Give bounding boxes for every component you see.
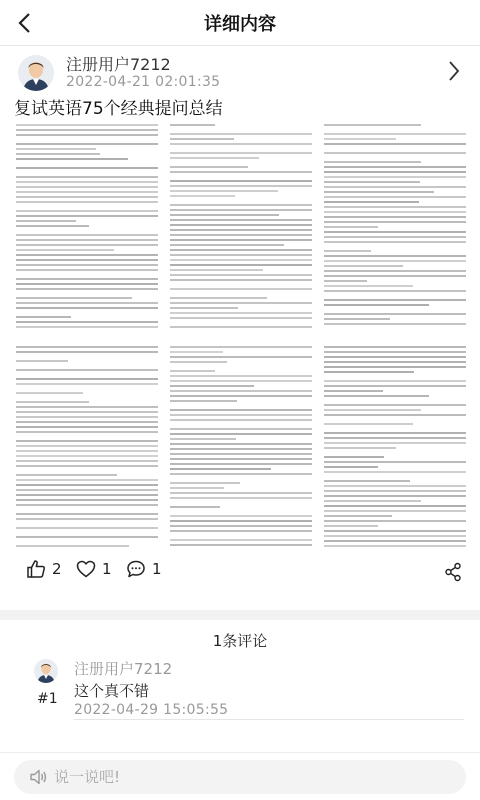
- document-page: [168, 342, 314, 554]
- comment-divider: [74, 719, 464, 720]
- favorite-count: 1: [102, 560, 112, 578]
- like-count: 2: [52, 560, 62, 578]
- share-icon[interactable]: [444, 562, 462, 582]
- author-row[interactable]: [0, 50, 480, 96]
- comment-floor: #1: [37, 691, 58, 707]
- author-name[interactable]: 注册用户7212: [66, 55, 171, 74]
- comment-time: 2022-04-29 15:05:55: [74, 702, 229, 718]
- avatar[interactable]: [18, 55, 54, 91]
- action-bar: [0, 553, 480, 593]
- document-page: [322, 120, 468, 332]
- comment-composer-bar: [0, 752, 480, 800]
- comment-bubble-icon: [126, 559, 146, 579]
- comment-item: [0, 655, 480, 725]
- document-page: [168, 120, 314, 332]
- comment-button[interactable]: [126, 559, 162, 579]
- page-title: 详细内容: [204, 14, 276, 35]
- comment-input-pill[interactable]: [14, 760, 466, 794]
- document-pages-image[interactable]: [14, 120, 468, 554]
- top-bar: [0, 0, 480, 46]
- post-time: 2022-04-21 02:01:35: [66, 74, 221, 90]
- comments-count-label: 1条评论: [212, 632, 268, 650]
- section-divider: [0, 610, 480, 620]
- thumbs-up-icon: [26, 559, 46, 579]
- document-page: [14, 120, 160, 332]
- document-page: [14, 342, 160, 554]
- heart-icon: [76, 559, 96, 579]
- commenter-name[interactable]: 注册用户7212: [74, 660, 173, 678]
- comment-count: 1: [152, 560, 162, 578]
- favorite-button[interactable]: [76, 559, 112, 579]
- commenter-avatar[interactable]: [34, 659, 58, 683]
- comment-text: 这个真不错: [74, 682, 150, 700]
- chevron-right-icon[interactable]: [448, 60, 460, 82]
- post-title: 复试英语75个经典提问总结: [14, 99, 223, 119]
- speaker-icon[interactable]: [28, 767, 48, 787]
- document-page: [322, 342, 468, 554]
- comment-input[interactable]: [54, 760, 454, 794]
- like-button[interactable]: [26, 559, 62, 579]
